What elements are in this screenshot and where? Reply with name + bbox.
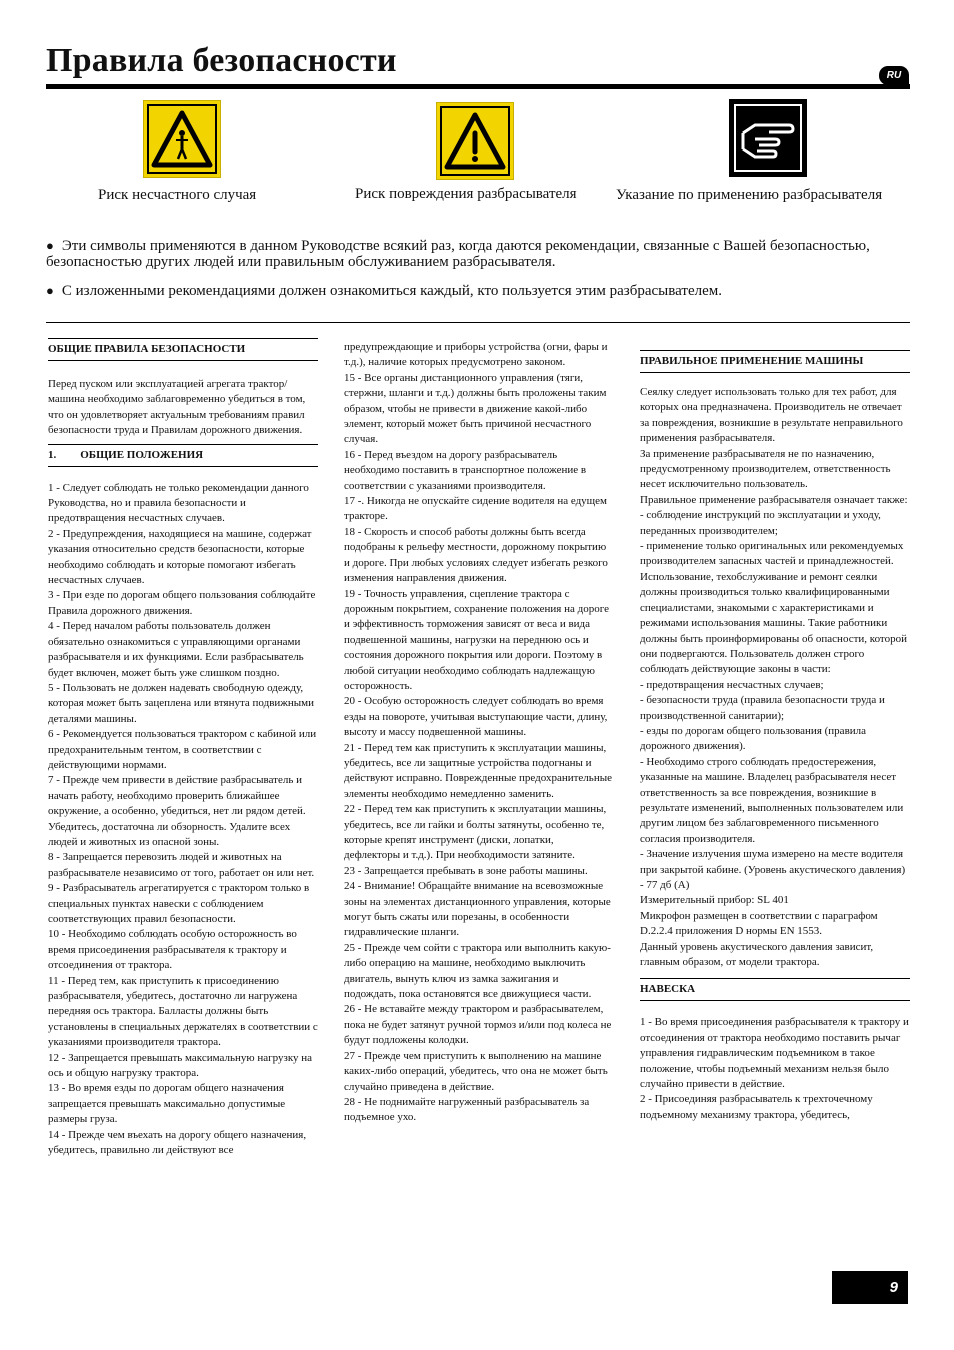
- paragraph-line: Правильное применение разбрасывателя означает также:: [640, 493, 908, 506]
- heading-proper-use: ПРАВИЛЬНОЕ ПРИМЕНЕНИЕ МАШИНЫ: [640, 355, 864, 367]
- safety-rules-list: [344, 340, 612, 1126]
- rule-item: 23 - Запрещается пребывать в зоне работы машины.: [344, 864, 588, 877]
- intro-bullet-1-text: Эти символы применяются в данном Руководстве всякий раз, когда даются рекомендации, связанные с Вашей безопасностью, безопасностью других людей или правильным обслуживанием разбрасывателя.: [46, 238, 870, 270]
- paragraph-line: Данный уровень акустического давления зависит, главным образом, от модели трактора.: [640, 940, 874, 969]
- heading-text: ОБЩИЕ ПОЛОЖЕНИЯ: [80, 448, 204, 461]
- paragraph-line: - Необходимо строго соблюдать предостережения, указанные на машине. Владелец разбрасывателя несет ответственность за все повреждения, возникшие в результате изменений, выполненных пользователем или другим лицом без заблаговременного письменного согласия производителя.: [640, 755, 904, 845]
- symbol-label-usage-instruction: Указание по применению разбрасывателя: [616, 187, 883, 203]
- rule-item: 17 -. Никогда не опускайте сидение водителя на едущем тракторе.: [344, 495, 607, 523]
- rule-item: 27 - Прежде чем приступить к выполнению на машине каких-либо операций, убедитесь, что она не может быть случайно приведена в действие.: [344, 1049, 608, 1093]
- rule-item: 5 - Пользовать не должен надевать свободную одежду, которая может быть зацеплена или втянута подвижными деталями машины.: [48, 681, 314, 725]
- page-title: Правила безопасности: [46, 42, 397, 79]
- rule-item: 19 - Точность управления, сцепление трактора с дорожным покрытием, сохранение положения на дороге и эффективность торможения зависят от веса и вида подвешенной машины, нагрузки на переднюю ось и состояния дорожного покрытия или дороги. Поэтому в любой ситуации необходимо соблюдать надлежащую осторожность.: [344, 587, 609, 692]
- rule-item: 7 - Прежде чем привести в действие разбрасыватель и начать работу, необходимо проверить ближайшее окружение, а особенно, убедиться, нет ли рядом детей. Убедитесь, достаточна ли обзорность. Удалите всех людей и животных из опасной зоны.: [48, 774, 306, 848]
- section-divider: [46, 322, 910, 323]
- warning-triangle-icon: [436, 102, 514, 180]
- rule-item: 11 - Перед тем, как приступить к присоединению разбрасывателя, убедитесь, достаточно ли нагружена передняя ось трактора. Балласты должны быть установлены в специальных держателях в соответствии с указаниями производителя трактора.: [48, 974, 318, 1049]
- pointing-hand-icon: [729, 99, 807, 177]
- rule-item: 4 - Перед началом работы пользователь должен обязательно ознакомиться с управляющими органами разбрасывателя и их функциями. Если разбрасыватель будет включен, может быть уже слишком поздно.: [48, 620, 304, 679]
- paragraph-line: Использование, техобслуживание и ремонт сеялки должны производиться только квалифицированными специалистами, знакомыми с характеристиками и режимами использования машины. Такие работники должны быть проинформированы об опасности, которой они подвергаются. Пользователь должен строго соблюдать действующие законы в части:: [640, 570, 907, 676]
- intro-bullet-2-text: С изложенными рекомендациями должен ознакомиться каждый, кто пользуется этим разбрасывателем.: [61, 283, 722, 299]
- rule-item: 3 - При езде по дорогам общего пользования соблюдайте Правила дорожного движения.: [48, 589, 316, 617]
- rule-item: 8 - Запрещается перевозить людей и животных на разбрасывателе независимо от того, работает он или нет.: [48, 851, 315, 879]
- rule-item: 9 - Разбрасыватель агрегатируется с трактором только в специальных пунктах навески с соблюдением соответствующих правил безопасности.: [48, 882, 310, 925]
- column-3: [640, 350, 910, 1123]
- rule-item: 16 - Перед въездом на дорогу разбрасыватель необходимо поставить в транспортное положение в соответствии с указаниями производителя.: [344, 448, 587, 492]
- rule-item: 20 - Особую осторожность следует соблюдать во время езды на повороте, учитывая выступающие части, длину, высоту и массу подвешенной машины.: [344, 695, 608, 739]
- intro-bullet-1: [46, 238, 906, 270]
- paragraph-line: За применение разбрасывателя не по назначению, предусмотренному производителем, ответственность несет исключительно пользователь.: [640, 447, 891, 491]
- symbol-label-spreader-damage: Риск повреждения разбрасывателя: [355, 186, 577, 202]
- proper-use-text: [640, 385, 910, 970]
- page-number: 9: [832, 1271, 908, 1304]
- rule-item: 2 - Присоединяя разбрасыватель к трехточечному подъемному механизму трактора, убедитесь,: [640, 1093, 873, 1121]
- divider: [48, 360, 318, 361]
- heading-number: 1.: [48, 448, 57, 461]
- rule-item: 1 - Во время присоединения разбрасывателя к трактору и отсоединения от трактора необходимо поставить рычаг управления гидравлическим подъемником в такое положение, чтобы подъемный механизм нельзя было случайно привести в действие.: [640, 1016, 909, 1091]
- heading-general-safety: ОБЩИЕ ПРАВИЛА БЕЗОПАСНОСТИ: [48, 343, 246, 355]
- column-2: [344, 340, 612, 1126]
- rule-item: 21 - Перед тем как приступить к эксплуатации машины, убедитесь, все ли защитные устройства подогнаны и действуют исправно. Поврежденные предохранительные элементы необходимо немедленно заменить.: [344, 741, 612, 800]
- general-provisions-list: [48, 481, 318, 1159]
- rule-item: 14 - Прежде чем въехать на дорогу общего назначения, убедитесь, правильно ли действуют все: [48, 1128, 307, 1157]
- language-badge: RU: [879, 66, 909, 85]
- general-safety-intro: Перед пуском или эксплуатацией агрегата трактор/машина необходимо заблаговременно убедиться в том, что он удовлетворяет актуальным требованиям правил безопасности труда и Правилам дорожного движения.: [48, 378, 306, 437]
- rule-item: 26 - Не вставайте между трактором и разбрасывателем, пока не будет затянут ручной тормоз и/или под колеса не будут подложены колодки.: [344, 1003, 612, 1047]
- rule-item: 18 - Скорость и способ работы должны быть всегда подобраны к рельефу местности, дорожному покрытию и дороге. При любых условиях следует избегать резкого изменения направления движения.: [344, 525, 608, 585]
- divider: [640, 1000, 910, 1001]
- paragraph-line: - безопасности труда (правила безопасности труда и производственной санитарии);: [640, 694, 885, 722]
- rule-item: предупреждающие и приборы устройства (огни, фары и т.д.), наличие которых предусмотрено законом.: [344, 341, 608, 369]
- rule-item: 2 - Предупреждения, находящиеся на машине, содержат указания относительно средств безопасности, которые необходимо соблюдать и которые помогают избегать несчастных случаев.: [48, 527, 312, 587]
- paragraph-line: - применение только оригинальных или рекомендуемых производителем запасных частей и принадлежностей.: [640, 540, 904, 568]
- intro-bullet-2: [46, 283, 906, 299]
- divider: [640, 372, 910, 373]
- rule-item: 15 - Все органы дистанционного управления (тяги, стержни, шланги и т.д.) должны быть проложены таким образом, чтобы не привести в движение какой-либо элемент, который может быть причиной несчастного случая.: [344, 371, 607, 446]
- paragraph-line: - езды по дорогам общего пользования (правила дорожного движения).: [640, 724, 867, 753]
- rule-item: 28 - Не поднимайте нагруженный разбрасыватель за подъемное ухо.: [344, 1095, 590, 1124]
- paragraph-line: Сеялку следует использовать только для тех работ, для которых она предназначена. Производитель не отвечает за повреждения, возникшие в результате неправильного применения разбрасывателя.: [640, 386, 903, 445]
- rule-item: 6 - Рекомендуется пользоваться трактором с кабиной или предохранительным тентом, в соответствии с действующими нормами.: [48, 728, 317, 771]
- rule-item: 1 - Следует соблюдать не только рекомендации данного Руководства, но и правила безопасности и предотвращения несчастных случаев.: [48, 481, 309, 525]
- title-rule: [46, 84, 910, 89]
- rule-item: 24 - Внимание! Обращайте внимание на всевозможные зоны на элементах дистанционного управления, которые могут быть сжаты или порезаны, в особенности гидравлические шланги.: [344, 880, 611, 939]
- paragraph-line: Микрофон размещен в соответствии с параграфом D.2.2.4 приложения D нормы EN 1553.: [640, 909, 878, 938]
- rule-item: 12 - Запрещается превышать максимальную нагрузку на ось и общую нагрузку трактора.: [48, 1051, 313, 1080]
- paragraph-line: Измерительный прибор: SL 401: [640, 894, 789, 907]
- rule-item: 25 - Прежде чем сойти с трактора или выполнить какую-либо операцию на машине, необходимо выключить двигатель, вынуть ключ из замка зажигания и подождать, пока остановятся все движущиеся части.: [344, 941, 611, 1001]
- paragraph-line: - предотвращения несчастных случаев;: [640, 678, 824, 691]
- heading-general-provisions: [48, 445, 318, 466]
- column-1: [48, 338, 318, 1159]
- rule-item: 22 - Перед тем как приступить к эксплуатации машины, убедитесь, все ли гайки и болты затянуты, особенно те, которые крепят инструмент (диски, лопатки, дефлекторы и т.д.). При необходимости затяните.: [344, 803, 607, 862]
- paragraph-line: - Значение излучения шума измерено на месте водителя при закрытой кабине. (Уровень акустического давления) - 77 дб (А): [640, 848, 906, 891]
- heading-hitching: НАВЕСКА: [640, 983, 696, 996]
- divider: [48, 466, 318, 467]
- bullet-icon: ●: [46, 283, 54, 298]
- hitching-list: [640, 1015, 910, 1123]
- rule-item: 13 - Во время езды по дорогам общего назначения запрещается превышать максимально допустимые размеры груза.: [48, 1082, 286, 1126]
- symbol-label-accident-risk: Риск несчастного случая: [98, 187, 257, 203]
- paragraph-line: - соблюдение инструкций по эксплуатации и уходу, переданных производителем;: [640, 509, 881, 537]
- warning-person-icon: [143, 100, 221, 178]
- rule-item: 10 - Необходимо соблюдать особую осторожность во время присоединения разбрасывателя к трактору и отсоединения от трактора.: [48, 928, 297, 972]
- bullet-icon: ●: [46, 238, 54, 253]
